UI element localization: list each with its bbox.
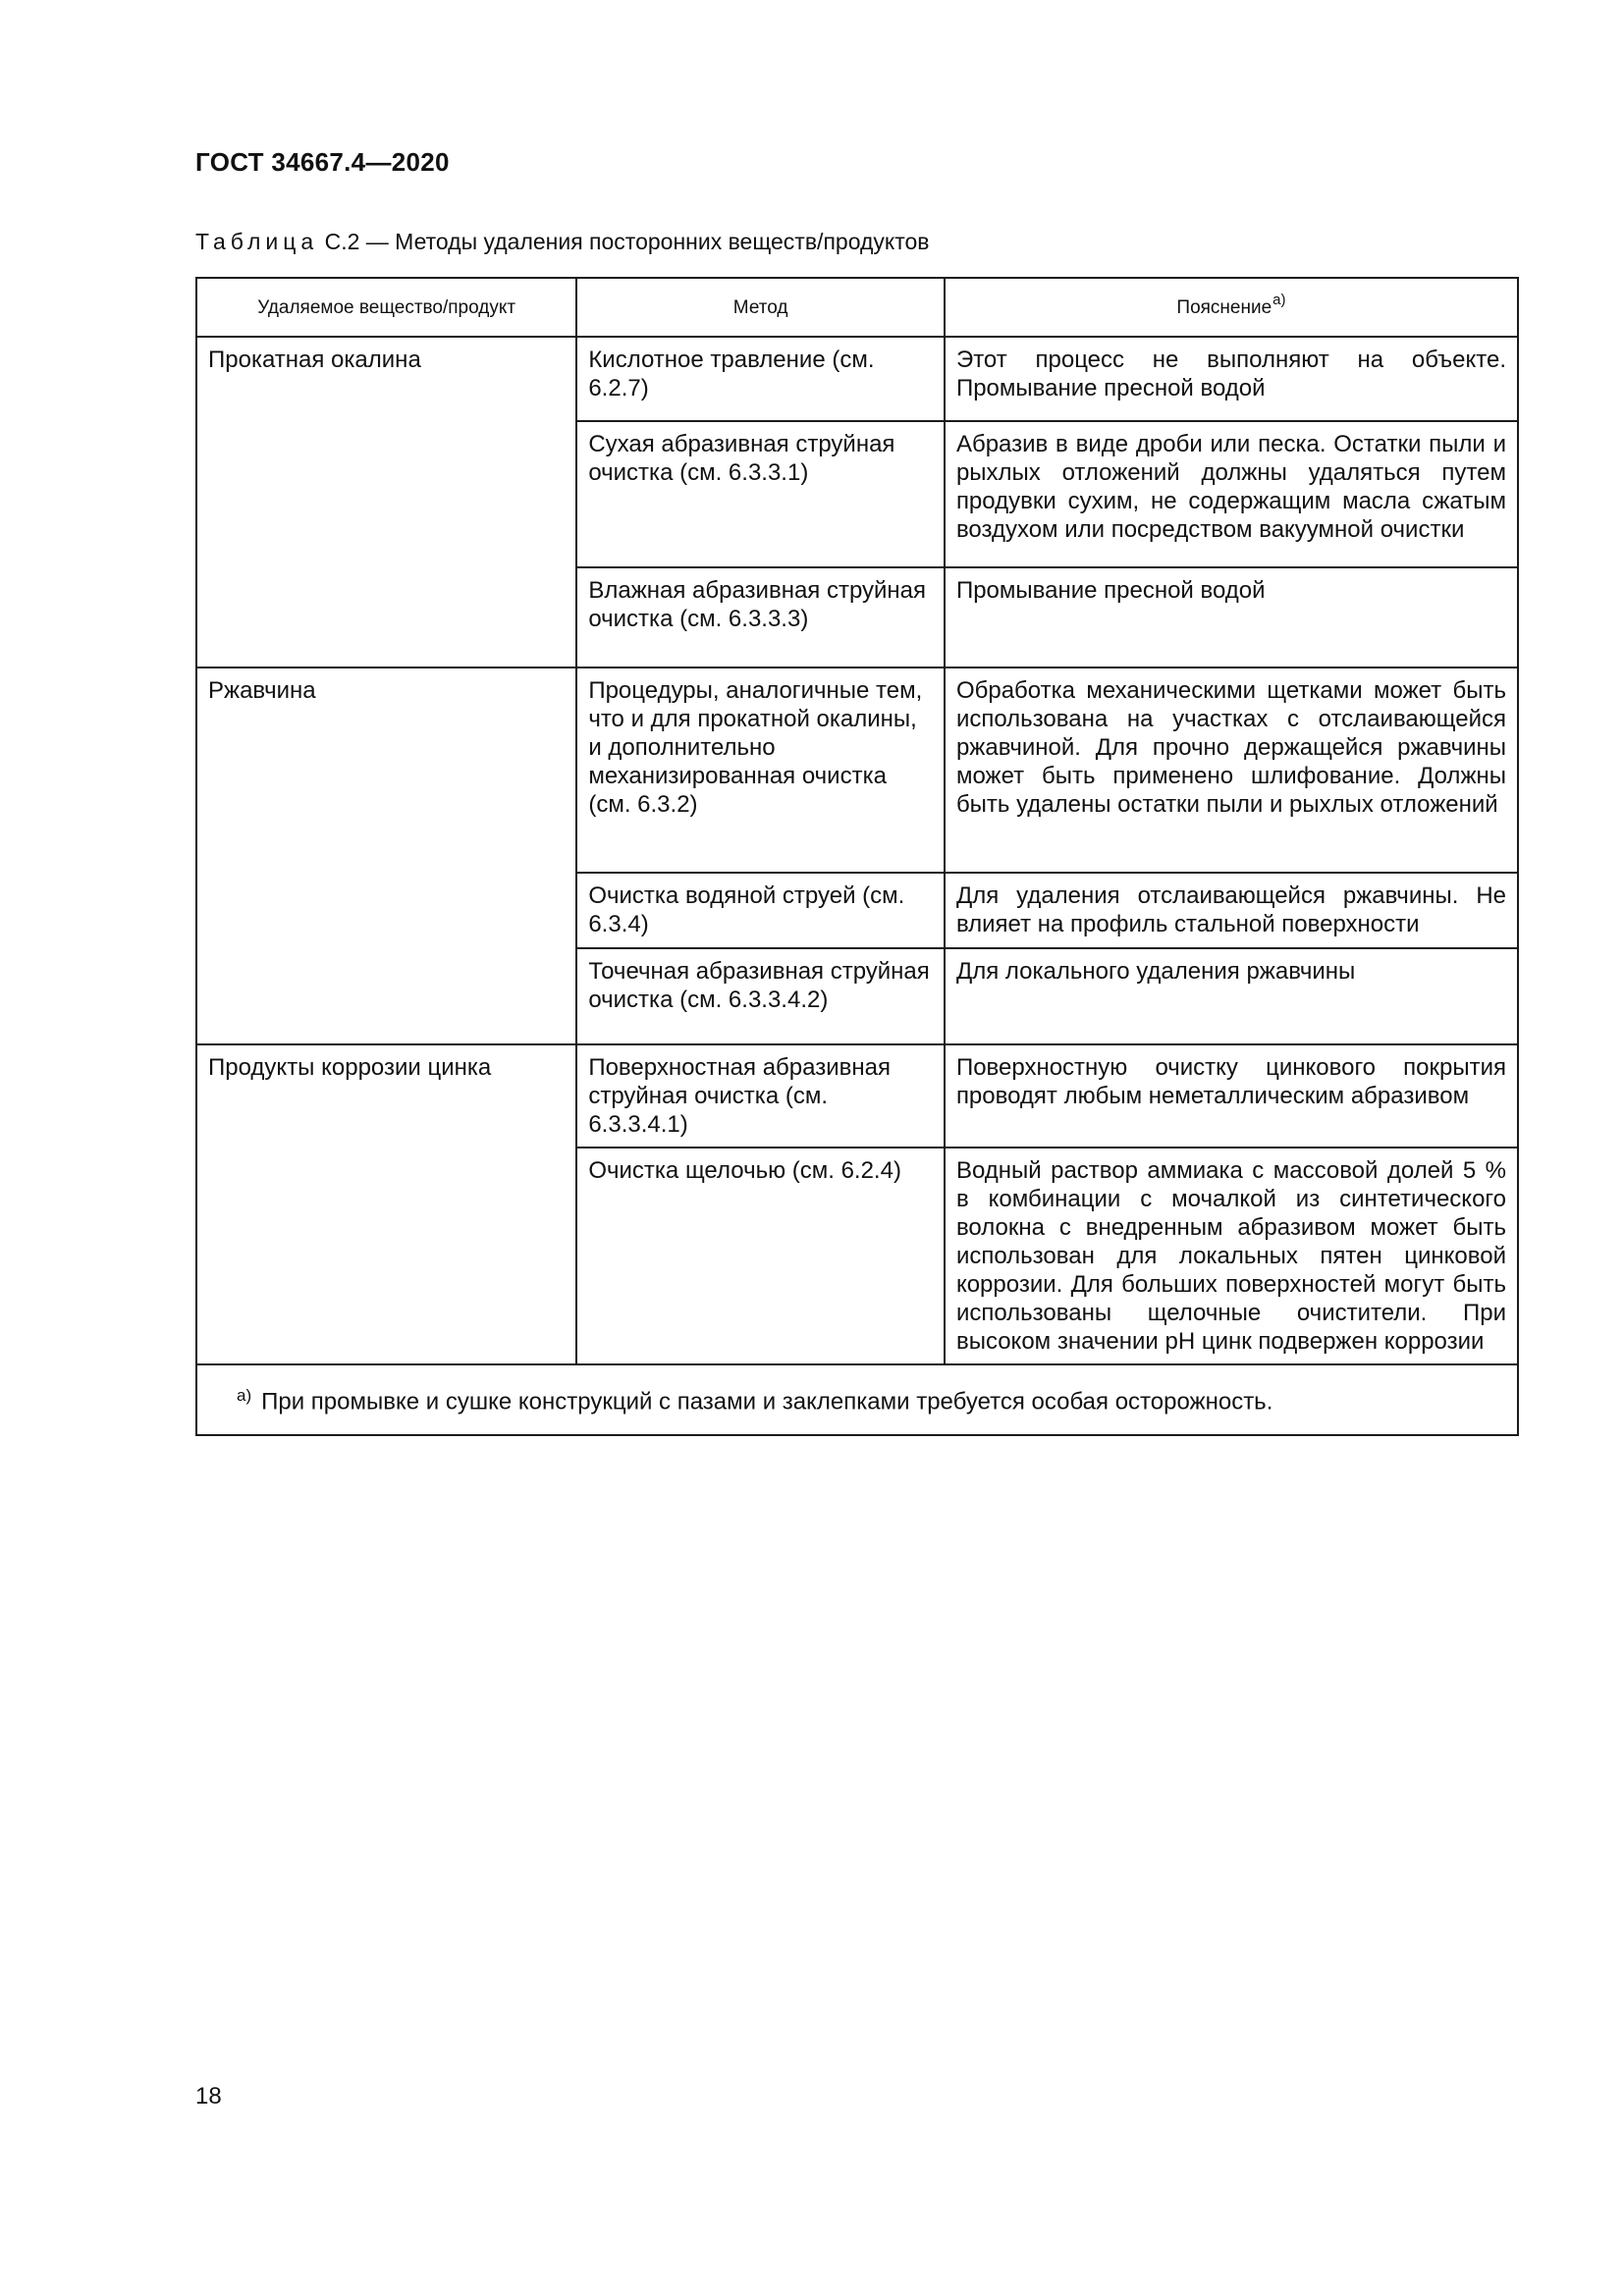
method-cell: Очистка водяной струей (см. 6.3.4) — [576, 873, 945, 948]
column-header-explanation — [945, 278, 1518, 337]
footnote-reference: а) — [1272, 292, 1286, 309]
method-cell: Кислотное травление (см. 6.2.7) — [576, 337, 945, 421]
table-caption — [195, 229, 930, 255]
column-header-method: Метод — [576, 278, 945, 337]
substance-cell: Ржавчина — [196, 667, 576, 1044]
table-row — [196, 1044, 1518, 1148]
footnote-cell — [196, 1364, 1518, 1435]
table-caption-label: Таблица — [195, 229, 319, 254]
explanation-cell: Водный раствор аммиака с массовой долей 5 % в комбинации с мочалкой из синтетического волокна с внедренным абразивом может быть использован для локальных пятен цинковой коррозии. Для больших поверхностей могут быть использованы щелочные очистители. При высоком значении pH цинк подвержен коррозии — [945, 1148, 1518, 1364]
table-row — [196, 667, 1518, 873]
explanation-cell: Промывание пресной водой — [945, 567, 1518, 667]
substance-cell: Прокатная окалина — [196, 337, 576, 667]
methods-table — [195, 277, 1519, 1436]
table-row — [196, 337, 1518, 421]
table-header-row — [196, 278, 1518, 337]
footnote-row — [196, 1364, 1518, 1435]
method-cell: Поверхностная абразивная струйная очистка (см. 6.3.3.4.1) — [576, 1044, 945, 1148]
method-cell: Очистка щелочью (см. 6.2.4) — [576, 1148, 945, 1364]
table-caption-text: С.2 — Методы удаления посторонних веществ/продуктов — [324, 229, 930, 254]
explanation-cell: Для локального удаления ржавчины — [945, 948, 1518, 1044]
column-header-explanation-label: Пояснение — [1176, 296, 1272, 318]
explanation-cell: Для удаления отслаивающейся ржавчины. Не влияет на профиль стальной поверхности — [945, 873, 1518, 948]
method-cell: Влажная абразивная струйная очистка (см. 6.3.3.3) — [576, 567, 945, 667]
method-cell: Точечная абразивная струйная очистка (см. 6.3.3.4.2) — [576, 948, 945, 1044]
explanation-cell: Поверхностную очистку цинкового покрытия проводят любым неметаллическим абразивом — [945, 1044, 1518, 1148]
explanation-cell: Обработка механическими щетками может быть использована на участках с отслаивающейся ржавчиной. Для прочно держащейся ржавчины может быть применено шлифование. Должны быть удалены остатки пыли и рыхлых отложений — [945, 667, 1518, 873]
document-id: ГОСТ 34667.4—2020 — [195, 147, 450, 177]
substance-cell: Продукты коррозии цинка — [196, 1044, 576, 1364]
page-number: 18 — [195, 2083, 222, 2109]
method-cell: Сухая абразивная струйная очистка (см. 6.3.3.1) — [576, 421, 945, 567]
explanation-cell: Этот процесс не выполняют на объекте. Промывание пресной водой — [945, 337, 1518, 421]
method-cell: Процедуры, аналогичные тем, что и для прокатной окалины, и дополнительно механизированная очистка (см. 6.3.2) — [576, 667, 945, 873]
column-header-substance: Удаляемое вещество/продукт — [196, 278, 576, 337]
footnote-mark: а) — [237, 1386, 252, 1405]
explanation-cell: Абразив в виде дроби или песка. Остатки пыли и рыхлых отложений должны удаляться путем продувки сухим, не содержащим масла сжатым воздухом или посредством вакуумной очистки — [945, 421, 1518, 567]
footnote-text: При промывке и сушке конструкций с пазами и заклепками требуется особая осторожность. — [261, 1388, 1273, 1415]
